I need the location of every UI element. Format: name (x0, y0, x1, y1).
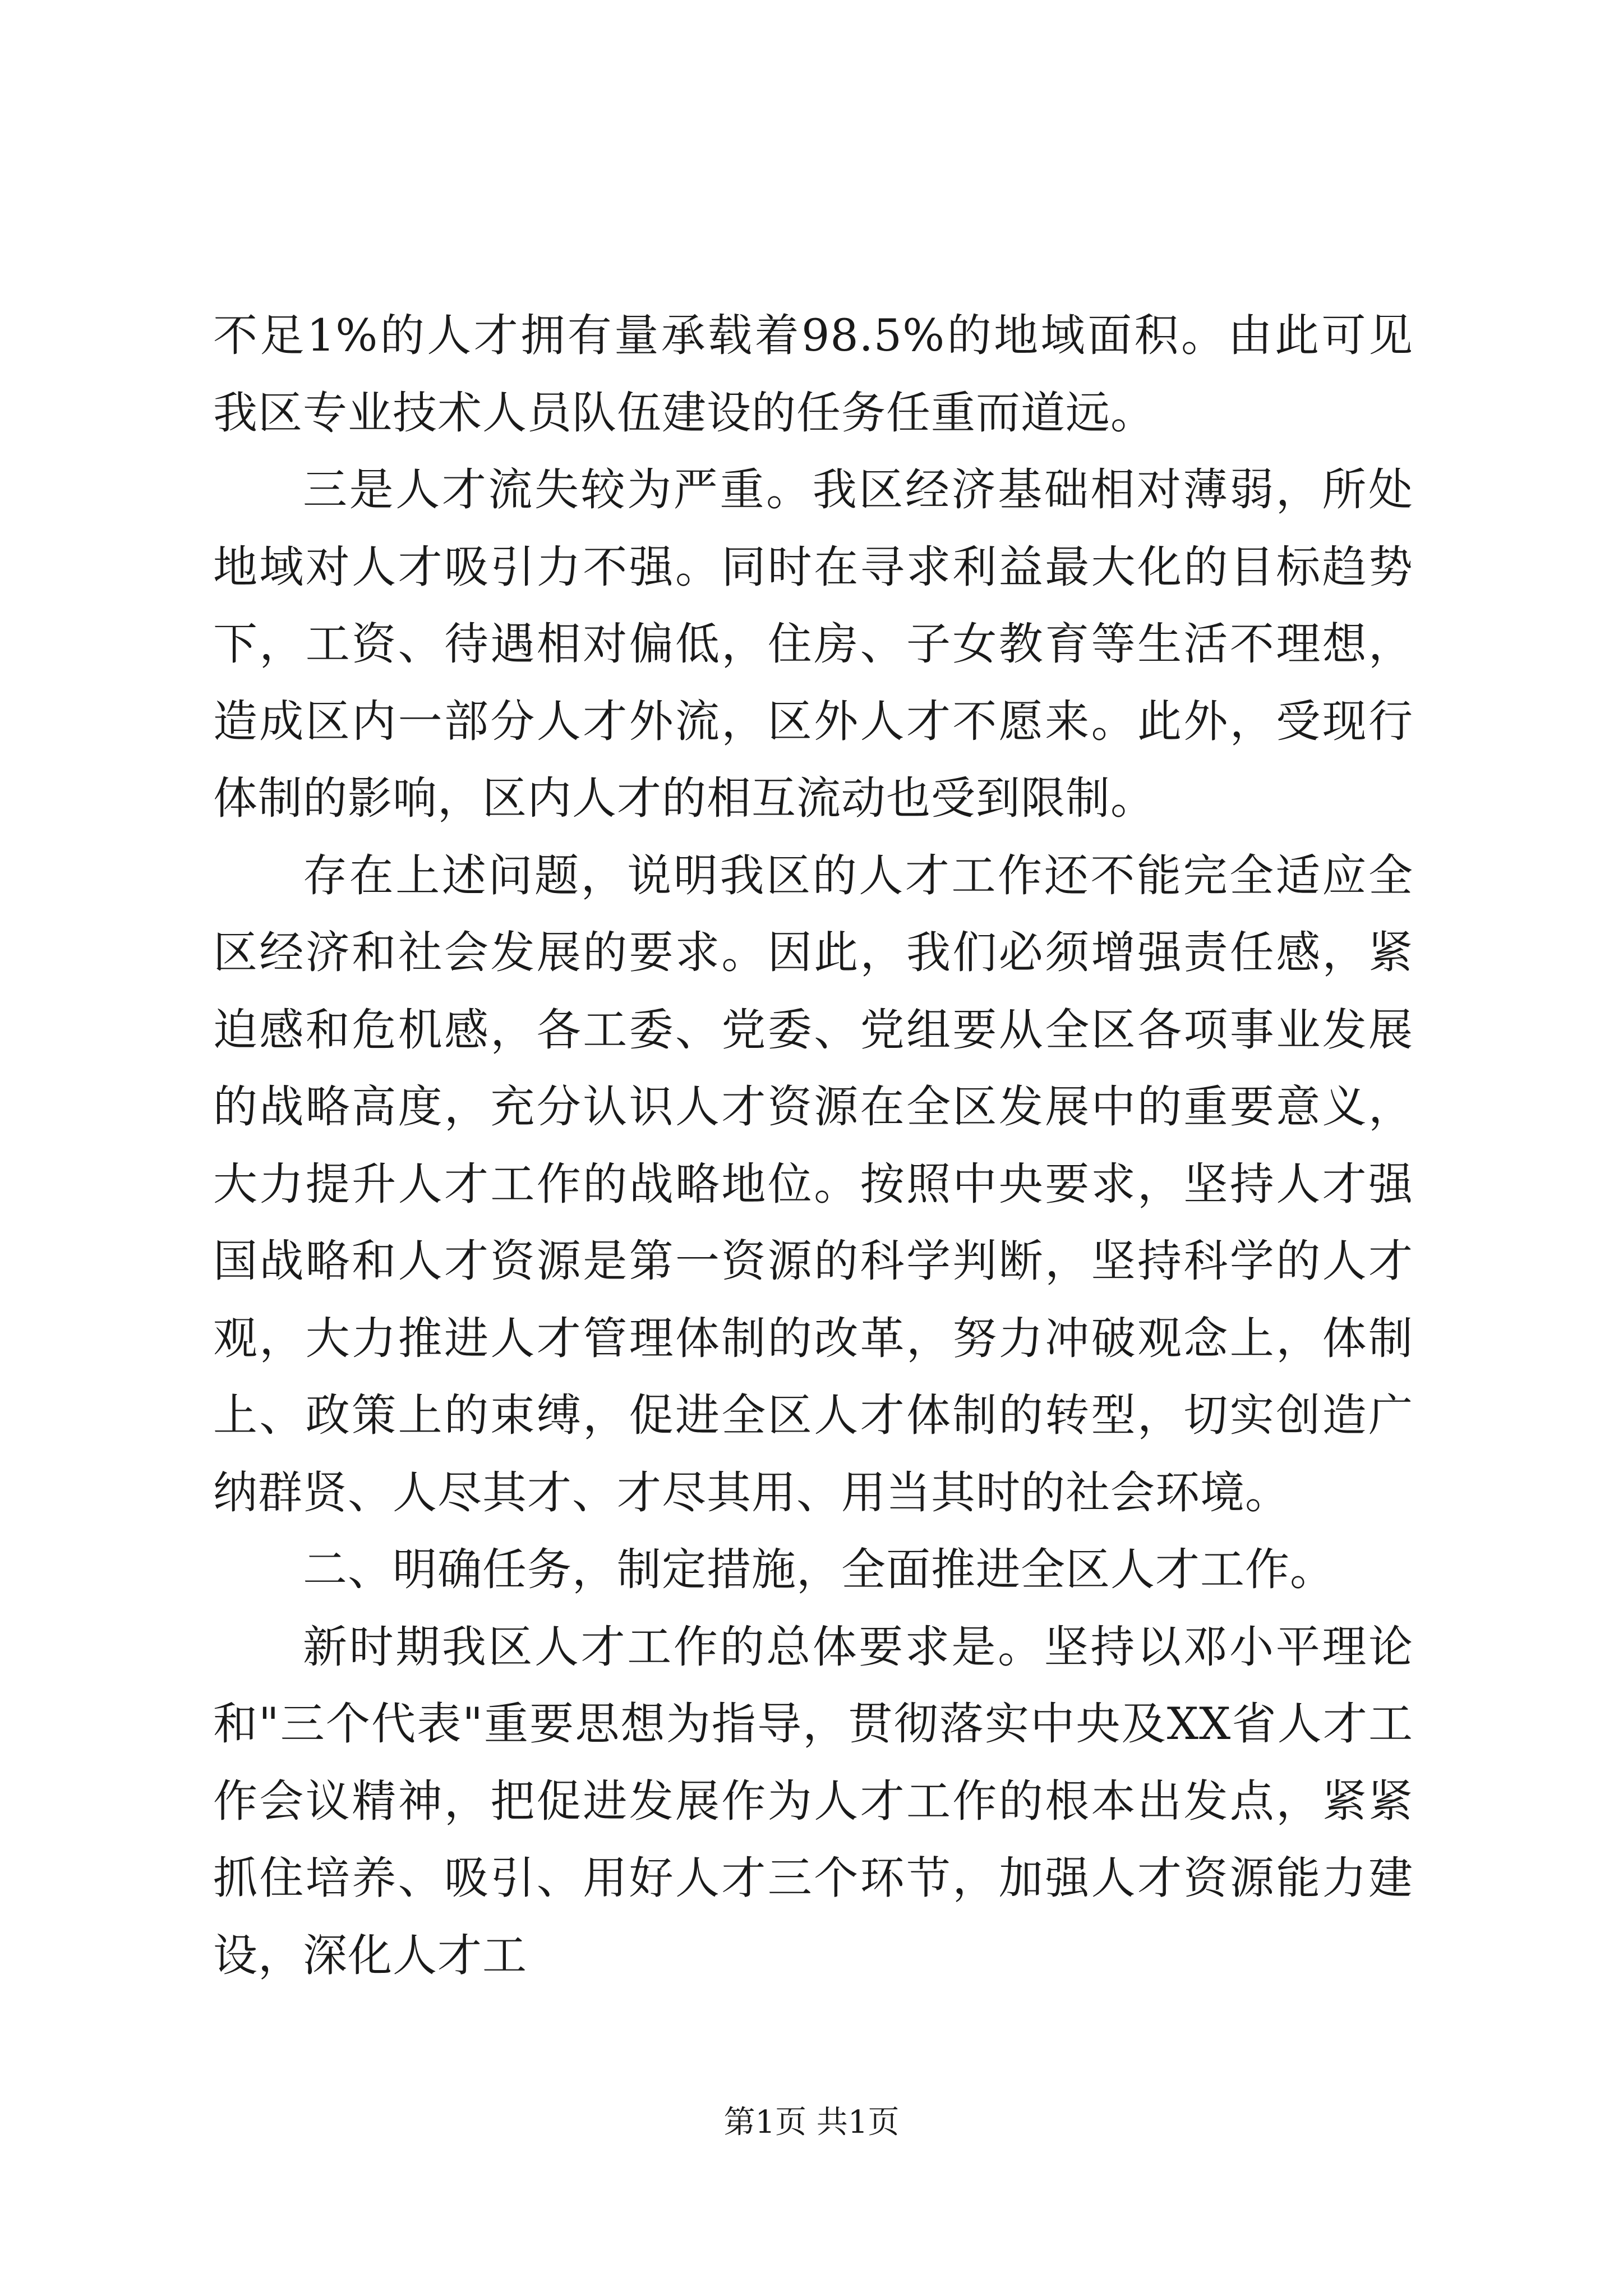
paragraph-problems-summary: 存在上述问题，说明我区的人才工作还不能完全适应全区经济和社会发展的要求。因此，我们必须增强责任感，紧迫感和危机感，各工委、党委、党组要从全区各项事业发展的战略高度，充分认识人才资源在全区发展中的重要意义，大力提升人才工作的战略地位。按照中央要求，坚持人才强国战略和人才资源是第一资源的科学判断，坚持科学的人才观，大力推进人才管理体制的改革，努力冲破观念上，体制上、政策上的束缚，促进全区人才体制的转型，切实创造广纳群贤、人尽其才、才尽其用、用当其时的社会环境。 (213, 849, 1413, 1519)
document-body (213, 297, 1413, 1994)
paragraph-continuation: 不足1%的人才拥有量承载着98.5%的地域面积。由此可见我区专业技术人员队伍建设的任务任重而道远。 (213, 310, 1413, 439)
page-footer: 第1页 共1页 (723, 2104, 900, 2141)
section-heading-two: 二、明确任务，制定措施，全面推进全区人才工作。 (303, 1544, 1335, 1595)
paragraph-talent-loss: 三是人才流失较为严重。我区经济基础相对薄弱，所处地域对人才吸引力不强。同时在寻求利益最大化的目标趋势下，工资、待遇相对偏低，住房、子女教育等生活不理想，造成区内一部分人才外流，区外人才不愿来。此外，受现行体制的影响，区内人才的相互流动也受到限制。 (213, 464, 1413, 824)
paragraph-overall-requirements: 新时期我区人才工作的总体要求是。坚持以邓小平理论和"三个代表"重要思想为指导，贯彻落实中央及XX省人才工作会议精神，把促进发展作为人才工作的根本出发点，紧紧抓住培养、吸引、用好人才三个环节，加强人才资源能力建设，深化人才工 (213, 1621, 1413, 1981)
